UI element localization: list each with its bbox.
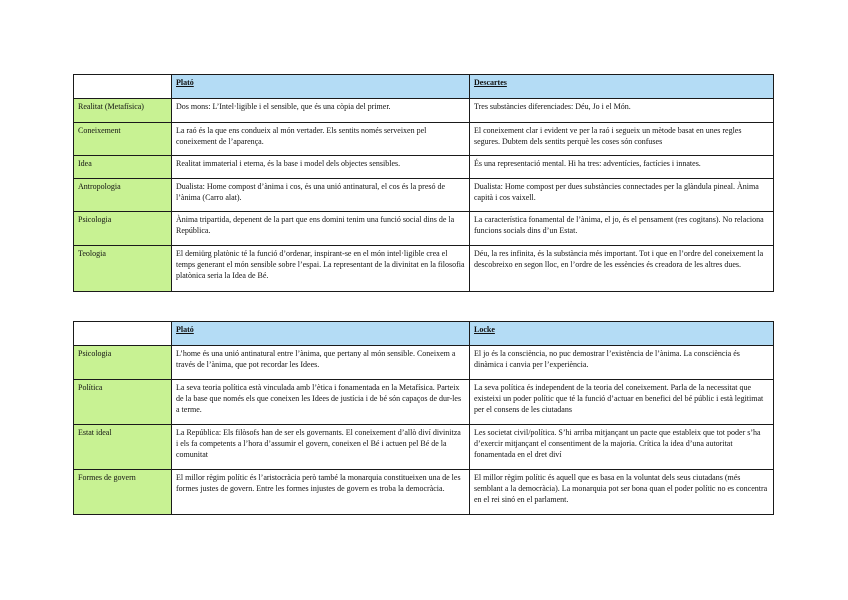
table-header-row: [74, 322, 774, 346]
descartes-cell: El coneixement clar i evident ve per la raó i segueix un mètode basat en unes regles segures. Dubtem dels sentits perquè les coses són confuses: [470, 123, 774, 156]
table-row: [74, 179, 774, 212]
table-row: [74, 156, 774, 179]
table-row: [74, 99, 774, 123]
descartes-cell: Dualista: Home compost per dues substàncies connectades per la glàndula pineal. Ànima capità i cos vaixell.: [470, 179, 774, 212]
header-descartes: Descartes: [470, 75, 774, 99]
row-label: Idea: [74, 156, 172, 179]
table-row: [74, 346, 774, 380]
table-row: [74, 123, 774, 156]
table-row: [74, 470, 774, 515]
plato-cell: Realitat immaterial i eterna, és la base i model dels objectes sensibles.: [172, 156, 470, 179]
comparison-table-plato-locke: [73, 321, 774, 515]
plato-cell: La República: Els filòsofs han de ser els governants. El coneixement d’allò diví divinitza i els fa competents a l’hora d’assumir el govern, coneixen el Bé i actuen pel Bé de la comunitat: [172, 425, 470, 470]
row-label: Política: [74, 380, 172, 425]
plato-cell: L’home és una unió antinatural entre l’ànima, que pertany al món sensible. Coneixem a través de l’ànima, que pot recordar les Idees.: [172, 346, 470, 380]
locke-cell: Les societat civil/política. S’hi arriba mitjançant un pacte que estableix que tot poder s’ha d’exercir mitjançant el consentiment de la majoria. Crítica la idea d’una autoritat fonamentada en el dret diví: [470, 425, 774, 470]
descartes-cell: Tres substàncies diferenciades: Déu, Jo i el Món.: [470, 99, 774, 123]
descartes-cell: És una representació mental. Hi ha tres: adventícies, factícies i innates.: [470, 156, 774, 179]
table-row: [74, 425, 774, 470]
row-label: Antropologia: [74, 179, 172, 212]
table-row: [74, 212, 774, 246]
plato-cell: Dos mons: L’Intel·ligible i el sensible, que és una còpia del primer.: [172, 99, 470, 123]
plato-cell: La raó és la que ens condueix al món vertader. Els sentits només serveixen pel coneixement de l’aparença.: [172, 123, 470, 156]
locke-cell: El jo és la consciència, no puc demostrar l’existència de l’ànima. La consciència és dinàmica i canvia per l’experiència.: [470, 346, 774, 380]
row-label: Realitat (Metafísica): [74, 99, 172, 123]
descartes-cell: Déu, la res infinita, és la substància més important. Tot i que en l’ordre del coneixement la descobreixo en segon lloc, en l’ordre de les essències és creadora de les altres dues.: [470, 246, 774, 292]
descartes-cell: La característica fonamental de l’ànima, el jo, és el pensament (res cogitans). No relaciona funcions socials dins d’un Estat.: [470, 212, 774, 246]
row-label: Psicologia: [74, 212, 172, 246]
locke-cell: El millor règim polític és aquell que es basa en la voluntat dels seus ciutadans (més semblant a la democràcia). La monarquia pot ser bona quan el poder polític no es concentra en el rei sinó en el parlament.: [470, 470, 774, 515]
comparison-table-plato-descartes: [73, 74, 774, 292]
row-label: Estat ideal: [74, 425, 172, 470]
table-row: [74, 380, 774, 425]
plato-cell: Dualista: Home compost d’ànima i cos, és una unió antinatural, el cos és la presó de l’ànima (Carro alat).: [172, 179, 470, 212]
header-plato: Plató: [172, 75, 470, 99]
row-label: Coneixement: [74, 123, 172, 156]
table-row: [74, 246, 774, 292]
plato-cell: La seva teoria política està vinculada amb l’ètica i fonamentada en la Metafísica. Parteix de la base que només els que coneixen les Idees de justícia i de bé són capaços de dur-les a terme.: [172, 380, 470, 425]
header-locke: Locke: [470, 322, 774, 346]
plato-cell: Ànima tripartida, depenent de la part que ens domini tenim una funció social dins de la República.: [172, 212, 470, 246]
table-header-row: [74, 75, 774, 99]
plato-cell: El demiürg platònic té la funció d’ordenar, inspirant-se en el món intel·ligible crea el temps generant el món sensible sobre l’espai. La representant de la divinitat en la filosofia platònica seria la Idea de Bé.: [172, 246, 470, 292]
row-label: Teologia: [74, 246, 172, 292]
locke-cell: La seva política és independent de la teoria del coneixement. Parla de la necessitat que existeixi un poder polític que té la funció d’actuar en benefici del bé públic i està legitimat per el consens de les ciutadans: [470, 380, 774, 425]
row-label: Formes de govern: [74, 470, 172, 515]
row-label: Psicologia: [74, 346, 172, 380]
plato-cell: El millor règim polític és l’aristocràcia però també la monarquia constitueixen una de les formes justes de govern. Entre les formes injustes de govern es troba la democràcia.: [172, 470, 470, 515]
header-plato: Plató: [172, 322, 470, 346]
header-corner-cell: [74, 322, 172, 346]
header-corner-cell: [74, 75, 172, 99]
